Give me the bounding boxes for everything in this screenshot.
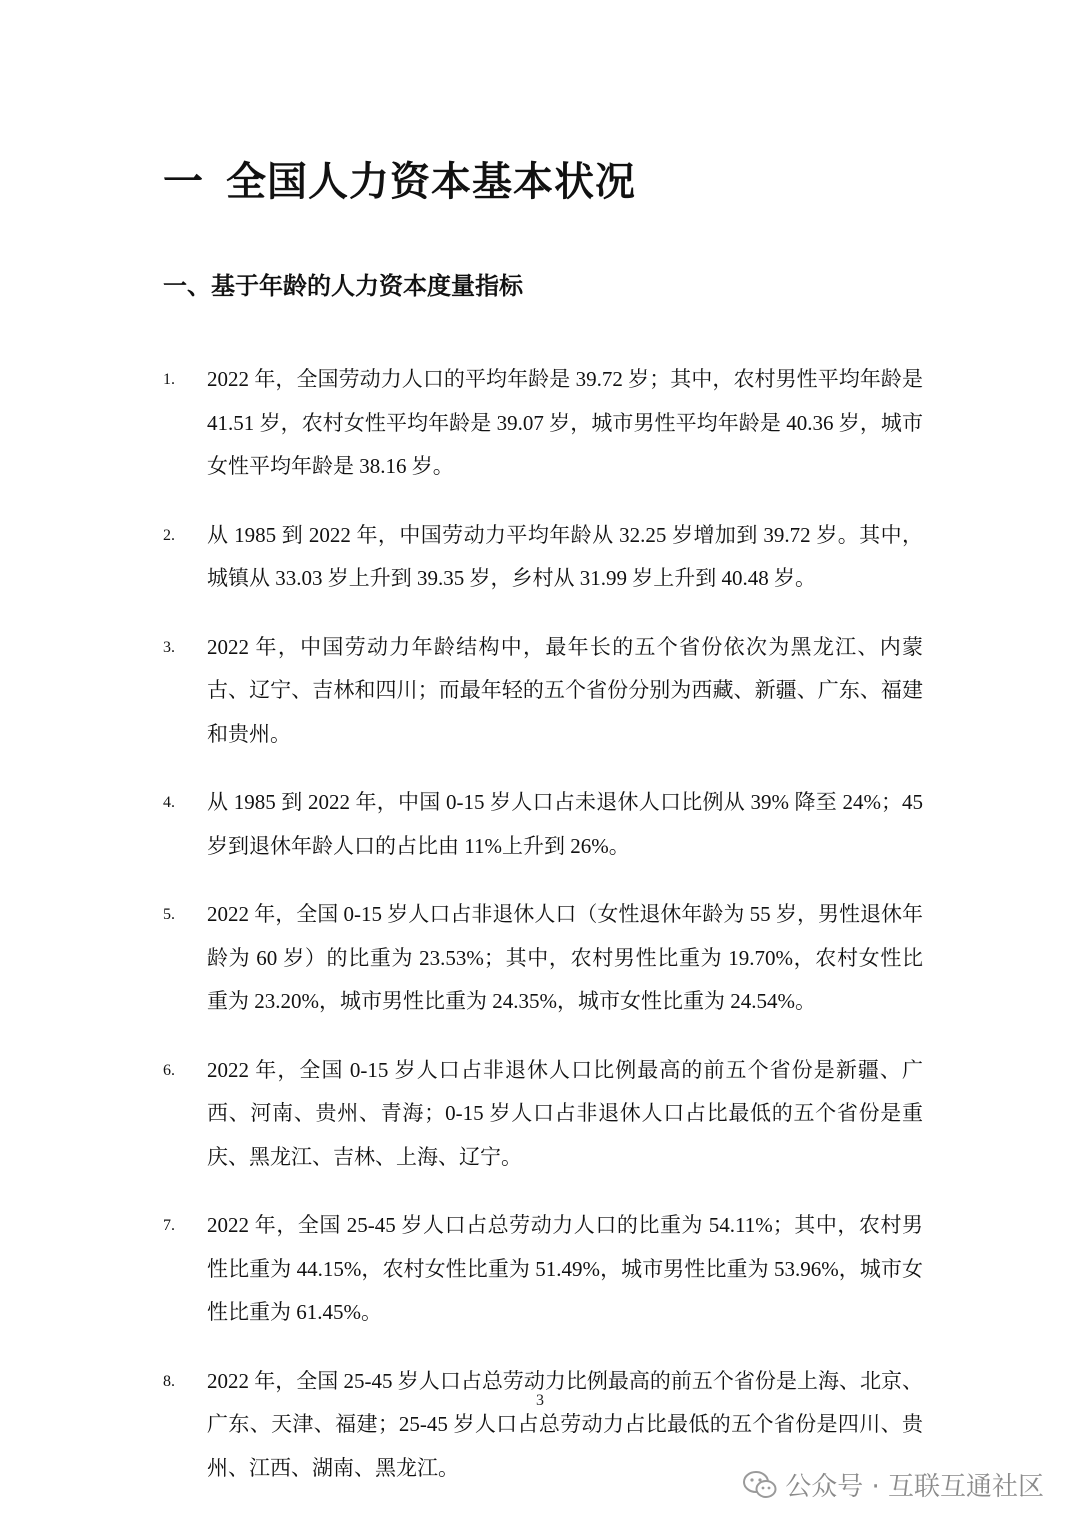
list-item-text: 2022 年，全国 0-15 岁人口占非退休人口比例最高的前五个省份是新疆、广西、河南、贵州、青海；0-15 岁人口占非退休人口占比最低的五个省份是重庆、黑龙江、吉林、上海、辽宁。 xyxy=(207,1057,923,1169)
chapter-title-text: 全国人力资本基本状况 xyxy=(226,159,636,205)
list-item xyxy=(163,358,923,489)
list-item-number: 2. xyxy=(163,526,175,544)
list-item xyxy=(163,1204,923,1335)
list-item xyxy=(163,626,923,757)
list-item-number: 8. xyxy=(163,1372,175,1390)
list-item-number: 1. xyxy=(163,371,175,388)
list-item-number: 3. xyxy=(163,638,175,656)
list-item-number: 6. xyxy=(163,1061,175,1079)
list-item-number: 7. xyxy=(163,1217,175,1234)
list-item-number: 4. xyxy=(163,794,175,811)
wechat-icon xyxy=(743,1470,777,1500)
list-item xyxy=(163,514,923,601)
list-item-text: 从 1985 到 2022 年，中国 0-15 岁人口占未退休人口比例从 39% 降至 24%；45 岁到退休年龄人口的占比由 11%上升到 26%。 xyxy=(207,790,923,858)
list-item-number: 5. xyxy=(163,906,175,923)
list-item-text: 2022 年，中国劳动力年龄结构中，最年长的五个省份依次为黑龙江、内蒙古、辽宁、吉林和四川；而最年轻的五个省份分别为西藏、新疆、广东、福建和贵州。 xyxy=(207,634,923,746)
list-item xyxy=(163,1049,923,1180)
list-item-text: 2022 年，全国 0-15 岁人口占非退休人口（女性退休年龄为 55 岁，男性退休年龄为 60 岁）的比重为 23.53%；其中，农村男性比重为 19.70%，农村女性比重为 23.20%，城市男性比重为 24.35%，城市女性比重为 24.54%。 xyxy=(207,902,923,1013)
watermark xyxy=(743,1466,1044,1503)
list-item xyxy=(163,781,923,868)
page-number: 3 xyxy=(536,1392,544,1409)
list-item-text: 2022 年，全国 25-45 岁人口占总劳动力比例最高的前五个省份是上海、北京、广东、天津、福建；25-45 岁人口占总劳动力占比最低的五个省份是四川、贵州、江西、湖南、黑龙江。 xyxy=(207,1368,923,1480)
chapter-title xyxy=(163,150,636,207)
chapter-number: 一 xyxy=(163,159,204,205)
section-title: 一、基于年龄的人力资本度量指标 xyxy=(163,272,523,300)
findings-list xyxy=(163,358,923,1515)
list-item-text: 2022 年，全国劳动力人口的平均年龄是 39.72 岁；其中，农村男性平均年龄是 41.51 岁，农村女性平均年龄是 39.07 岁，城市男性平均年龄是 40.36 岁，城市女性平均年龄是 38.16 岁。 xyxy=(207,367,923,478)
list-item-text: 2022 年，全国 25-45 岁人口占总劳动力人口的比重为 54.11%；其中，农村男性比重为 44.15%，农村女性比重为 51.49%，城市男性比重为 53.96%，城市女性比重为 61.45%。 xyxy=(207,1213,923,1324)
watermark-text: 公众号 · 互联互通社区 xyxy=(785,1472,1044,1502)
list-item xyxy=(163,893,923,1024)
list-item-text: 从 1985 到 2022 年，中国劳动力平均年龄从 32.25 岁增加到 39.72 岁。其中，城镇从 33.03 岁上升到 39.35 岁，乡村从 31.99 岁上升到 40.48 岁。 xyxy=(207,522,923,590)
